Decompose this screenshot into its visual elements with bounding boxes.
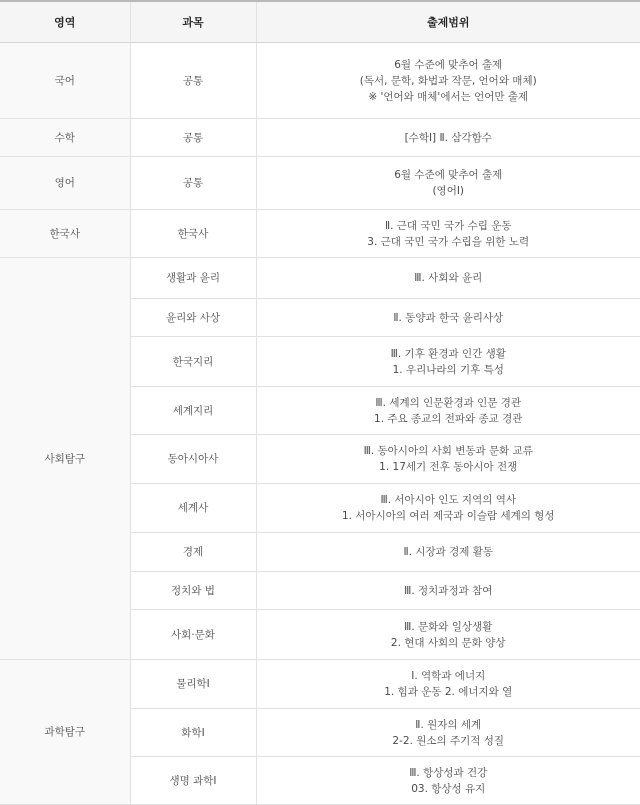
scope-line: 2. 현대 사회의 문화 양상	[390, 636, 506, 649]
scope-line: Ⅲ. 항상성과 건강	[409, 766, 488, 779]
scope-line: 1. 서아시아의 여러 제국과 이슬람 세계의 형성	[341, 510, 555, 522]
scope-line: 1. 힘과 운동 2. 에너지와 열	[384, 686, 513, 698]
table-row	[0, 119, 640, 157]
scope-cell	[256, 258, 640, 299]
scope-line: 6월 수준에 맞추어 출제	[394, 58, 503, 71]
scope-cell	[256, 757, 640, 805]
scope-line: Ⅱ. 근대 국민 국가 수립 운동	[384, 219, 512, 232]
scope-line: (영어Ⅰ)	[432, 185, 465, 197]
scope-line: Ⅲ. 서아시아 인도 지역의 역사	[380, 494, 516, 506]
area-cell: 과학탐구	[0, 660, 130, 805]
scope-line: Ⅰ. 역학과 에너지	[411, 670, 486, 682]
subject-cell: 공통	[130, 119, 256, 157]
scope-cell	[256, 299, 640, 337]
scope-line: 1. 17세기 전후 동아시아 전쟁	[379, 461, 518, 473]
scope-line: Ⅲ. 동아시아의 사회 변동과 문화 교류	[363, 445, 533, 457]
scope-cell	[256, 435, 640, 484]
scope-line: 3. 근대 국민 국가 수립을 위한 노력	[367, 235, 530, 248]
area-cell: 영어	[0, 157, 130, 210]
scope-line: Ⅲ. 사회와 윤리	[414, 272, 483, 284]
scope-cell	[256, 660, 640, 709]
subject-cell: 윤리와 사상	[130, 299, 256, 337]
subject-cell: 생명 과학Ⅰ	[130, 757, 256, 805]
scope-line: Ⅱ. 원자의 세계	[415, 718, 482, 731]
scope-line: 1. 우리나라의 기후 특성	[392, 363, 504, 376]
subject-cell: 한국지리	[130, 337, 256, 387]
scope-cell	[256, 709, 640, 757]
scope-line: 03. 항상성 유지	[411, 782, 486, 795]
scope-line: Ⅱ. 시장과 경제 활동	[403, 546, 494, 558]
header-subject: 과목	[130, 1, 256, 43]
scope-line: Ⅲ. 문화와 일상생활	[404, 620, 493, 633]
header-scope: 출제범위	[256, 1, 640, 43]
table-row	[0, 660, 640, 709]
scope-cell	[256, 610, 640, 660]
table-row	[0, 43, 640, 119]
subject-cell: 한국사	[130, 210, 256, 258]
subject-cell: 공통	[130, 43, 256, 119]
area-cell: 수학	[0, 119, 130, 157]
scope-line: Ⅱ. 동양과 한국 윤리사상	[393, 311, 504, 324]
subject-cell: 동아시아사	[130, 435, 256, 484]
scope-line: [수학Ⅰ] Ⅱ. 삼각함수	[404, 131, 492, 144]
table-row	[0, 157, 640, 210]
scope-line: Ⅲ. 정치과정과 참여	[404, 584, 493, 597]
scope-line: ※ '언어와 매체'에서는 언어만 출제	[368, 90, 529, 103]
scope-cell	[256, 119, 640, 157]
subject-cell: 세계지리	[130, 387, 256, 435]
scope-line: 6월 수준에 맞추어 출제	[394, 169, 503, 181]
scope-line: 1. 주요 종교의 전파와 종교 경관	[374, 412, 523, 425]
scope-line: (독서, 문학, 화법과 작문, 언어와 매체)	[359, 74, 537, 87]
scope-cell	[256, 210, 640, 258]
subject-cell: 생활과 윤리	[130, 258, 256, 299]
subject-cell: 사회·문화	[130, 610, 256, 660]
area-cell: 국어	[0, 43, 130, 119]
scope-line: Ⅲ. 기후 환경과 인간 생활	[390, 347, 506, 360]
subject-cell: 경제	[130, 533, 256, 572]
table-row	[0, 210, 640, 258]
subject-cell: 세계사	[130, 484, 256, 533]
subject-cell: 정치와 법	[130, 572, 256, 610]
table-row	[0, 258, 640, 299]
scope-cell	[256, 337, 640, 387]
header-row	[0, 1, 640, 43]
area-cell: 한국사	[0, 210, 130, 258]
subject-cell: 화학Ⅰ	[130, 709, 256, 757]
scope-line: 2-2. 원소의 주기적 성질	[392, 734, 505, 747]
area-cell: 사회탐구	[0, 258, 130, 660]
scope-cell	[256, 533, 640, 572]
scope-cell	[256, 484, 640, 533]
scope-cell	[256, 387, 640, 435]
subject-cell: 공통	[130, 157, 256, 210]
scope-cell	[256, 157, 640, 210]
scope-line: Ⅲ. 세계의 인문환경과 인문 경관	[375, 396, 522, 409]
scope-cell	[256, 43, 640, 119]
scope-cell	[256, 572, 640, 610]
subject-cell: 물리학Ⅰ	[130, 660, 256, 709]
header-area: 영역	[0, 1, 130, 43]
